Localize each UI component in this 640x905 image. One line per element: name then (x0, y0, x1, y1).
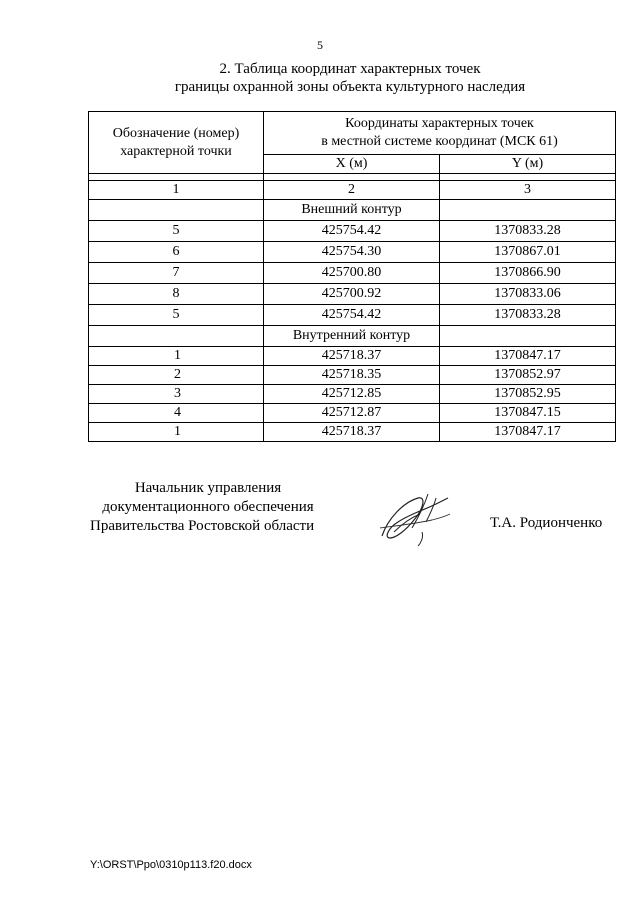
handwritten-signature (374, 488, 454, 548)
coordinates-header (264, 112, 616, 155)
x-cell: 425700.92 (264, 284, 440, 305)
position-line-3: Правительства Ростовской области (90, 518, 315, 534)
y-cell: 1370852.97 (440, 366, 616, 385)
column-number: 1 (89, 181, 264, 200)
table-row (89, 221, 616, 242)
y-cell: 1370866.90 (440, 263, 616, 284)
title-line-1: 2. Таблица координат характерных точек (219, 61, 481, 77)
table-row (89, 263, 616, 284)
x-cell: 425700.80 (264, 263, 440, 284)
title-line-2: границы охранной зоны объекта культурного наследия (174, 79, 526, 95)
x-cell: 425754.42 (264, 221, 440, 242)
document-title (0, 60, 640, 96)
header-gap-row (89, 174, 616, 181)
x-header: X (м) (264, 155, 440, 174)
table-row (89, 385, 616, 404)
y-header: Y (м) (440, 155, 616, 174)
y-cell: 1370847.15 (440, 404, 616, 423)
table-row (89, 305, 616, 326)
table-header-row (89, 112, 616, 155)
x-cell: 425754.30 (264, 242, 440, 263)
x-cell: 425754.42 (264, 305, 440, 326)
position-line-1: Начальник управления (134, 480, 282, 496)
point-designation-header (89, 112, 264, 174)
page-number: 5 (317, 38, 323, 52)
section-row (89, 326, 616, 347)
column-number: 2 (264, 181, 440, 200)
table-row (89, 366, 616, 385)
point-cell: 4 (89, 404, 264, 423)
section-title: Внутренний контур (264, 326, 440, 347)
y-cell: 1370847.17 (440, 423, 616, 442)
x-cell: 425718.35 (264, 366, 440, 385)
x-cell: 425718.37 (264, 423, 440, 442)
column-number: 3 (440, 181, 616, 200)
y-cell: 1370833.28 (440, 305, 616, 326)
x-cell: 425718.37 (264, 347, 440, 366)
point-cell: 1 (89, 347, 264, 366)
position-line-2: документационного обеспечения (102, 499, 314, 515)
point-cell: 6 (89, 242, 264, 263)
signatory-name: Т.А. Родионченко (490, 515, 603, 531)
x-cell: 425712.87 (264, 404, 440, 423)
point-cell: 1 (89, 423, 264, 442)
header-coords-line2: в местной системе координат (МСК 61) (321, 134, 558, 149)
file-path: Y:\ORST\Ppo\0310p113.f20.docx (90, 859, 252, 871)
coordinates-table (88, 111, 616, 442)
point-cell: 5 (89, 305, 264, 326)
table-row (89, 347, 616, 366)
table-row (89, 423, 616, 442)
point-cell: 7 (89, 263, 264, 284)
signatory-position (88, 479, 328, 536)
section-row (89, 200, 616, 221)
y-cell: 1370833.28 (440, 221, 616, 242)
table-row (89, 242, 616, 263)
section-title: Внешний контур (264, 200, 440, 221)
y-cell: 1370867.01 (440, 242, 616, 263)
point-cell: 8 (89, 284, 264, 305)
point-cell: 3 (89, 385, 264, 404)
header-col1-line1: Обозначение (номер) (112, 125, 240, 141)
point-cell: 5 (89, 221, 264, 242)
y-cell: 1370852.95 (440, 385, 616, 404)
x-cell: 425712.85 (264, 385, 440, 404)
table-row (89, 404, 616, 423)
y-cell: 1370833.06 (440, 284, 616, 305)
y-cell: 1370847.17 (440, 347, 616, 366)
header-col1-line2: характерной точки (120, 143, 232, 159)
point-cell: 2 (89, 366, 264, 385)
column-number-row (89, 181, 616, 200)
table-row (89, 284, 616, 305)
header-coords-line1: Координаты характерных точек (345, 116, 534, 131)
